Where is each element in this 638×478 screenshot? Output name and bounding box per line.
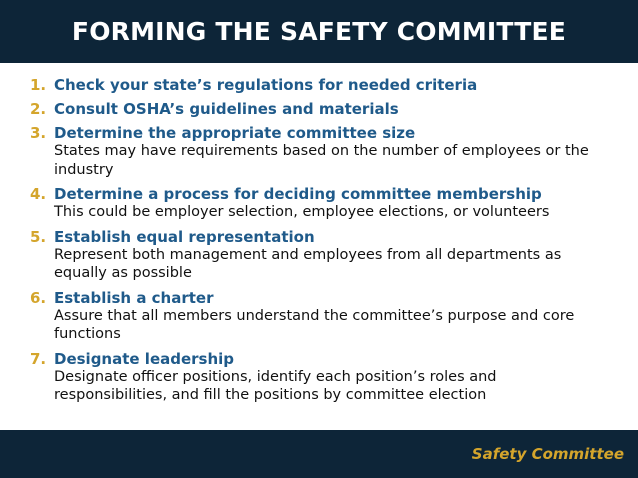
item-body	[54, 100, 614, 118]
item-title: Establish equal representation	[54, 227, 315, 246]
item-number: 2.	[30, 100, 47, 118]
list-item	[0, 289, 638, 344]
header-bar	[0, 0, 638, 63]
slide-title: FORMING THE SAFETY COMMITTEE	[71, 17, 567, 46]
item-body	[54, 228, 614, 283]
item-body	[54, 76, 614, 94]
item-body	[54, 185, 614, 222]
item-title: Establish a charter	[54, 288, 214, 307]
item-number: 6.	[30, 288, 47, 307]
item-description: Assure that all members understand the committee’s purpose and core functions	[54, 307, 575, 342]
list-item	[0, 228, 638, 283]
item-number: 7.	[30, 349, 47, 368]
list-item	[0, 76, 638, 94]
item-title: Designate leadership	[54, 349, 235, 368]
item-number: 1.	[30, 76, 47, 94]
list-item	[0, 124, 638, 179]
item-number: 4.	[30, 185, 47, 203]
numbered-list	[0, 76, 638, 411]
item-title: Check your state’s regulations for needed criteria	[54, 76, 478, 94]
list-item	[0, 100, 638, 118]
item-body	[54, 350, 614, 405]
item-description: Represent both management and employees from all departments as equally as possible	[54, 246, 562, 281]
footer-label: Safety Committee	[471, 445, 624, 463]
list-item	[0, 350, 638, 405]
item-body	[54, 124, 614, 179]
item-title: Determine a process for deciding committee membership	[54, 185, 542, 203]
item-description: Designate officer positions, identify each position’s roles and responsibilities, and fill the positions by committee election	[54, 368, 497, 403]
item-body	[54, 289, 614, 344]
item-number: 3.	[30, 124, 47, 142]
list-item	[0, 185, 638, 222]
footer-bar	[0, 430, 638, 478]
item-title: Consult OSHA’s guidelines and materials	[54, 100, 399, 118]
item-title: Determine the appropriate committee size	[54, 124, 416, 142]
item-description: This could be employer selection, employee elections, or volunteers	[54, 204, 550, 220]
item-number: 5.	[30, 227, 47, 246]
item-description: States may have requirements based on the number of employees or the industry	[54, 143, 589, 178]
